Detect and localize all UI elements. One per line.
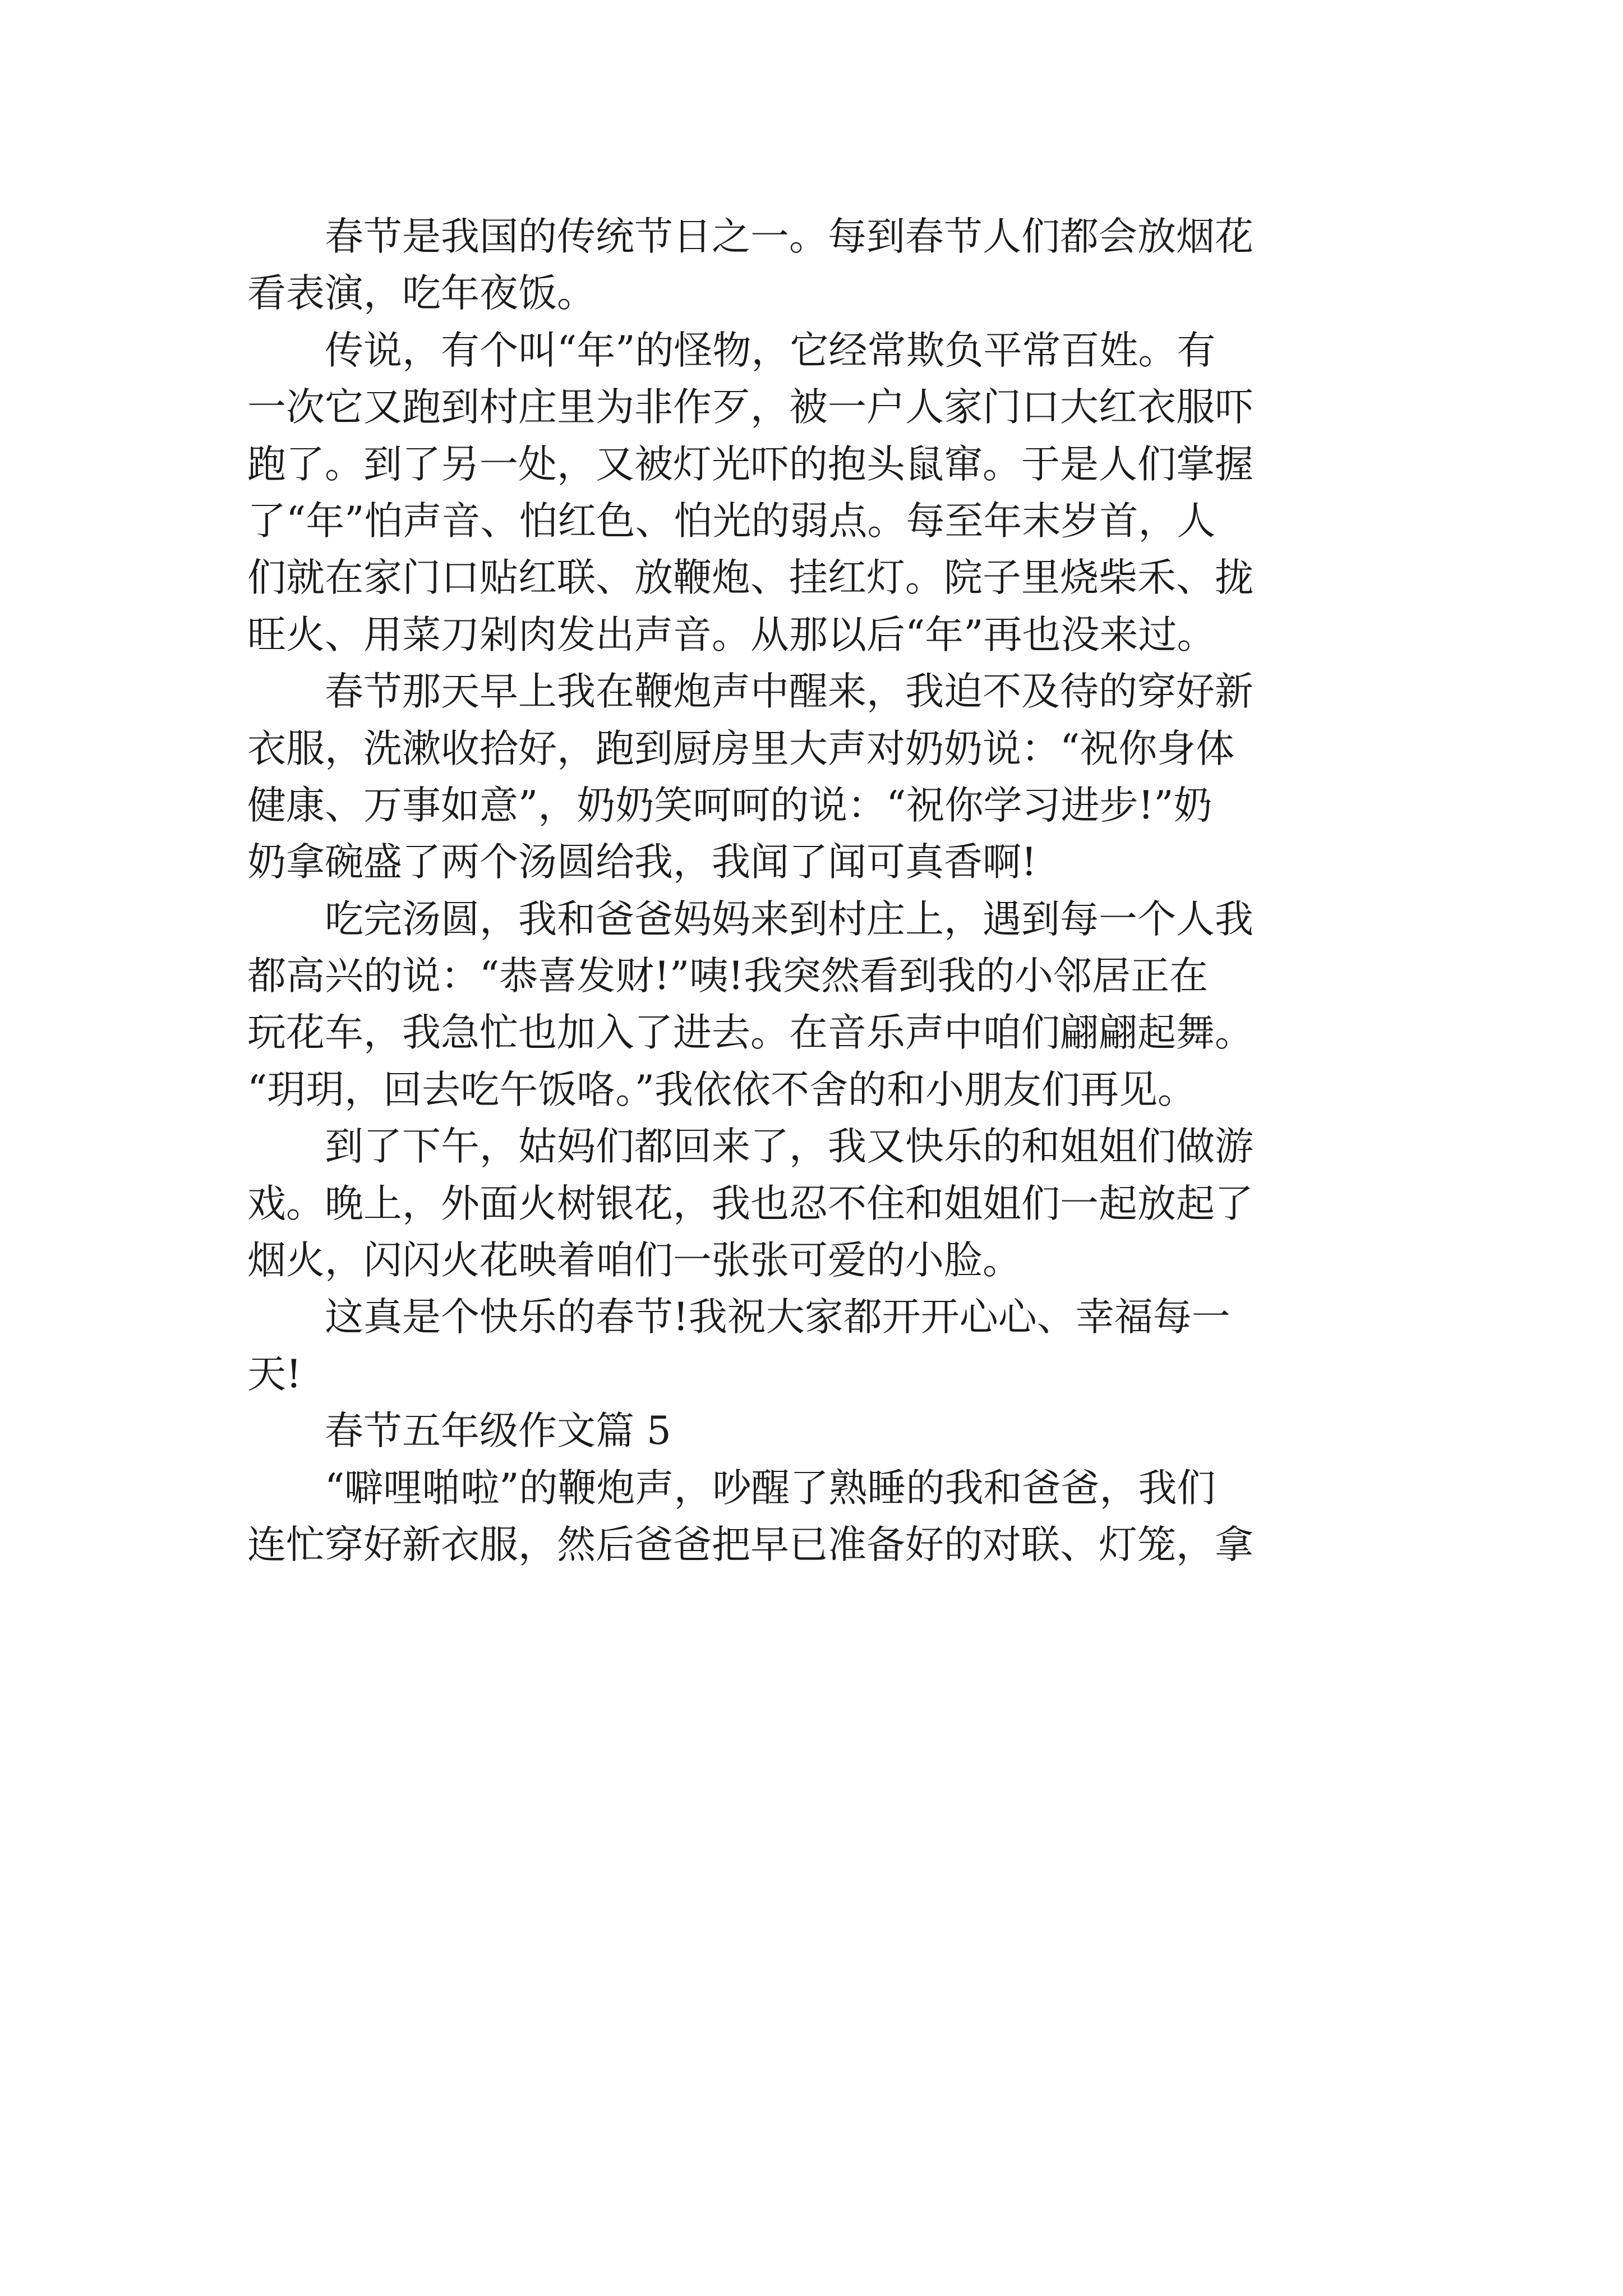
text-line: 跑了。到了另一处，又被灯光吓的抱头鼠窜。于是人们掌握 [247,441,1253,487]
text-line: “噼哩啪啦”的鞭炮声，吵醒了熟睡的我和爸爸，我们 [247,1465,1216,1511]
text-line: 戏。晚上，外面火树银花，我也忍不住和姐姐们一起放起了 [247,1181,1253,1226]
text-line: 到了下午，姑妈们都回来了，我又快乐的和姐姐们做游 [247,1124,1253,1170]
text-line: 一次它又跑到村庄里为非作歹，被一户人家门口大红衣服吓 [247,385,1253,430]
text-line: 吃完汤圆，我和爸爸妈妈来到村庄上，遇到每一个人我 [247,896,1253,942]
text-line: 这真是个快乐的春节!我祝大家都开开心心、幸福每一 [247,1295,1230,1340]
text-line: 了“年”怕声音、怕红色、怕光的弱点。每至年末岁首，人 [247,498,1216,544]
text-line: 们就在家门口贴红联、放鞭炮、挂红灯。院子里烧柴禾、拢 [247,555,1253,601]
text-line: 春节是我国的传统节日之一。每到春节人们都会放烟花 [247,214,1253,259]
text-line: 看表演，吃年夜饭。 [247,271,596,316]
essay-text [247,209,1386,1573]
text-line: 天! [247,1351,302,1397]
text-line: 健康、万事如意”，奶奶笑呵呵的说：“祝你学习进步!”奶 [247,783,1212,828]
text-line: 都高兴的说：“恭喜发财!”咦!我突然看到我的小邻居正在 [247,954,1209,999]
section-heading: 春节五年级作文篇 5 [247,1409,671,1454]
text-line: 连忙穿好新衣服，然后爸爸把早已准备好的对联、灯笼，拿 [247,1522,1253,1567]
text-line: 旺火、用菜刀剁肉发出声音。从那以后“年”再也没来过。 [247,612,1216,657]
text-line: 衣服，洗漱收拾好，跑到厨房里大声对奶奶说：“祝你身体 [247,726,1235,771]
text-line: 玩花车，我急忙也加入了进去。在音乐声中咱们翩翩起舞。 [247,1010,1253,1056]
text-line: 春节那天早上我在鞭炮声中醒来，我迫不及待的穿好新 [247,669,1253,715]
text-line: 烟火，闪闪火花映着咱们一张张可爱的小脸。 [247,1238,1021,1283]
text-line: 传说，有个叫“年”的怪物，它经常欺负平常百姓。有 [247,328,1216,373]
text-line: “玥玥，回去吃午饭咯。”我依依不舍的和小朋友们再见。 [247,1067,1197,1112]
text-line: 奶拿碗盛了两个汤圆给我，我闻了闻可真香啊! [247,840,1037,885]
